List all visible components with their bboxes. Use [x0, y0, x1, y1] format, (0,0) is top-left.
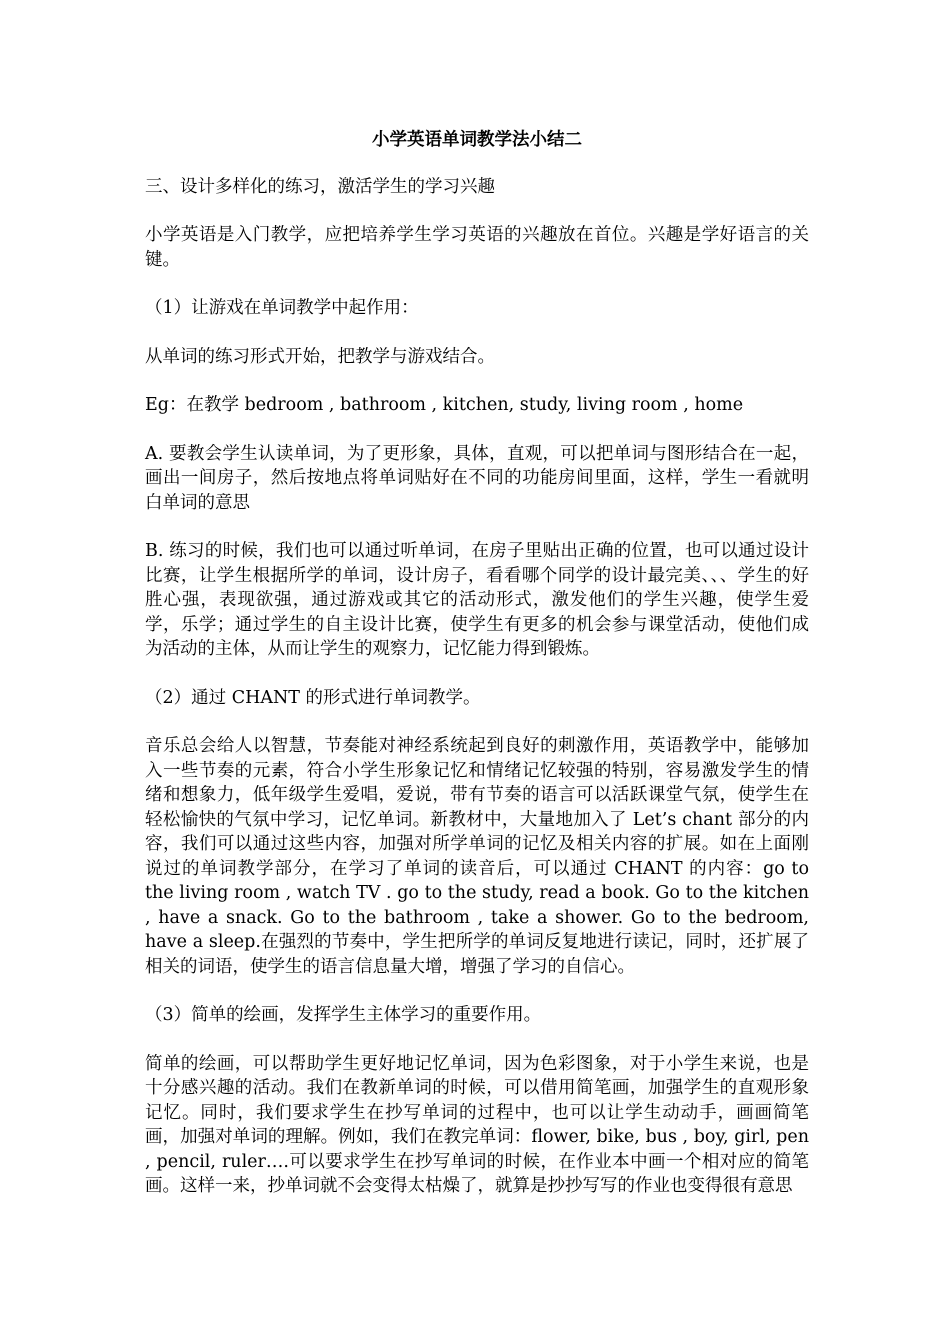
paragraph-chant: 音乐总会给人以智慧，节奏能对神经系统起到良好的刺激作用，英语教学中，能够加入一些节奏的元素，符合小学生形象记忆和情绪记忆较强的特别，容易激发学生的情绪和想象力，低年级学生爱唱，爱说，带有节奏的语言可以活跃课堂气氛，使学生在轻松愉快的气氛中学习，记忆单词。新教材中，大量地加入了 Let’s chant 部分的内容，我们可以通过这些内容，加强对所学单词的记忆及相关内容的扩展。如在上面刚说过的单词教学部分，在学习了单词的读音后，可以通过 CHANT 的内容：go to the living room , watch TV . go to the study, read a book. Go to the kitchen , have a snack. Go to the bathroom , take a shower. Go to the bedroom, have a sleep.在强烈的节奏中，学生把所学的单词反复地进行读记，同时，还扩展了相关的词语，使学生的语言信息量大增，增强了学习的自信心。	[145, 736, 809, 977]
section-heading: 三、设计多样化的练习，激活学生的学习兴趣	[145, 176, 495, 197]
subheading-drawing: （3）简单的绘画，发挥学生主体学习的重要作用。	[145, 1005, 542, 1025]
paragraph-games: 从单词的练习形式开始，把教学与游戏结合。	[145, 346, 495, 367]
paragraph-drawing: 简单的绘画，可以帮助学生更好地记忆单词，因为色彩图象，对于小学生来说，也是十分感兴趣的活动。我们在教新单词的时候，可以借用简笔画，加强学生的直观形象记忆。同时，我们要求学生在抄写单词的过程中，也可以让学生动动手，画画简笔画，加强对单词的理解。例如，我们在教完单词：flower, bike, bus , boy, girl, pen , pencil, ruler….可以要求学生在抄写单词的时候，在作业本中画一个相对应的简笔画。这样一来，抄单词就不会变得太枯燥了，就算是抄抄写写的作业也变得很有意思	[145, 1053, 809, 1196]
document-title: 小学英语单词教学法小结二	[372, 130, 582, 150]
paragraph-b: B. 练习的时候，我们也可以通过听单词，在房子里贴出正确的位置，也可以通过设计比赛，让学生根据所学的单词，设计房子，看看哪个同学的设计最完美、、、学生的好胜心强，表现欲强，通过游戏或其它的活动形式，激发他们的学生兴趣，使学生爱学，乐学；通过学生的自主设计比赛，使学生有更多的机会参与课堂活动，使他们成为活动的主体，从而让学生的观察力，记忆能力得到锻炼。	[145, 541, 809, 659]
paragraph-a: A. 要教会学生认读单词，为了更形象，具体，直观，可以把单词与图形结合在一起，画出一间房子，然后按地点将单词贴好在不同的功能房间里面，这样，学生一看就明白单词的意思	[145, 443, 809, 513]
document-page	[145, 128, 809, 1223]
paragraph-intro: 小学英语是入门教学，应把培养学生学习英语的兴趣放在首位。兴趣是学好语言的关键。	[145, 225, 809, 270]
subheading-games: （1）让游戏在单词教学中起作用：	[145, 298, 419, 318]
subheading-chant: （2）通过 CHANT 的形式进行单词教学。	[145, 687, 481, 708]
paragraph-example: Eg：在教学 bedroom , bathroom , kitchen, study, living room , home	[145, 395, 744, 415]
